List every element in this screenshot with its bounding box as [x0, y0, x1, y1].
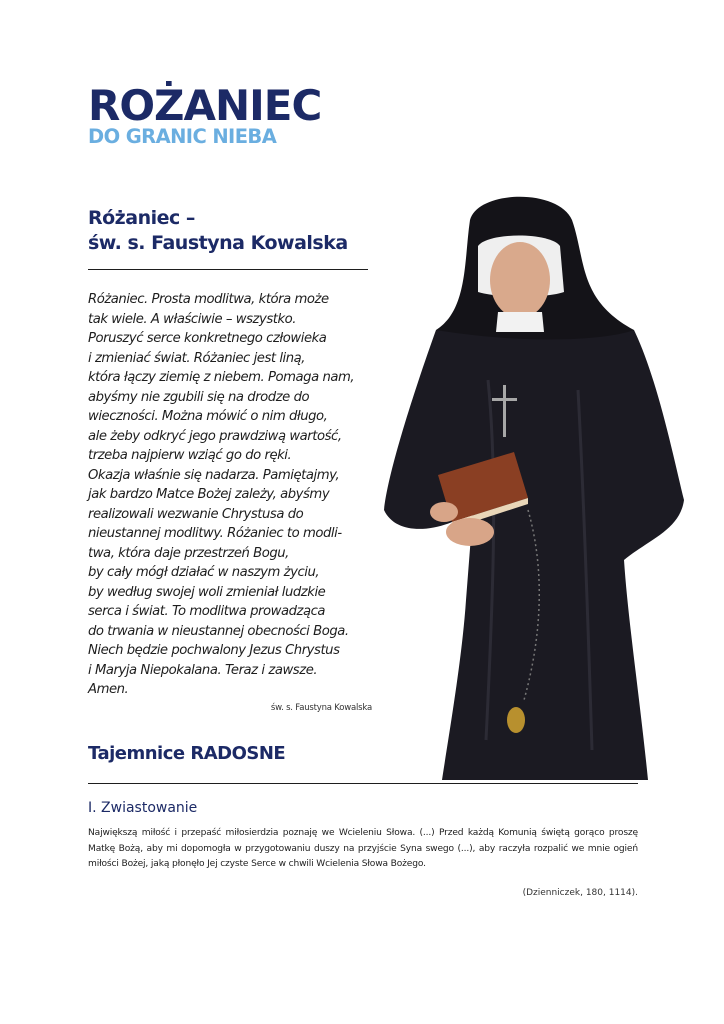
- title-line: Różaniec –: [88, 207, 195, 229]
- mystery-text: Największą miłość i przepaść miłosierdzia poznaję we Wcieleniu Słowa. (...) Przed każdą Komunią świętą gorąco proszę Matkę Bożą, aby mi dopomogła w przygotowaniu duszy na przyjście Syna swego (...), aby raczyła rozpalić we mnie ogień miłości Bożej, jaką płonęło Jej czyste Serce w chwili Wcielenia Słowa Bożego.: [88, 828, 638, 869]
- quote-line: Okazja właśnie się nadarza. Pamiętajmy,: [88, 467, 340, 483]
- mystery-title: I. Zwiastowanie: [88, 800, 198, 816]
- quote-line: Poruszyć serce konkretnego człowieka: [88, 331, 327, 346]
- title-divider: [88, 269, 368, 270]
- logo-sub-text: DO GRANIC NIEBA: [88, 125, 277, 148]
- quote-block: [88, 290, 378, 700]
- quote-line: tak wiele. A właściwie – wszystko.: [88, 311, 297, 327]
- quote-line: Amen.: [88, 682, 129, 697]
- quote-line: realizowali wezwanie Chrystusa do: [88, 506, 304, 522]
- portrait-image: [378, 180, 690, 785]
- quote-line: by cały mógł działać w naszym życiu,: [88, 565, 320, 580]
- quote-line: i zmieniać świat. Różaniec jest liną,: [88, 350, 306, 366]
- quote-line: twa, która daje przestrzeń Bogu,: [88, 545, 289, 561]
- page-title: [88, 206, 348, 256]
- quote-line: Niech będzie pochwalony Jezus Chrystus: [88, 643, 340, 658]
- section-divider: [88, 783, 638, 784]
- quote-attribution: św. s. Faustyna Kowalska: [270, 703, 372, 713]
- quote-line: trzeba najpierw wziąć go do ręki.: [88, 448, 292, 463]
- quote-line: nieustannej modlitwy. Różaniec to modli-: [88, 526, 342, 541]
- quote-line: by według swojej woli zmieniał ludzkie: [88, 584, 326, 600]
- quote-line: jak bardzo Matce Bożej zależy, abyśmy: [88, 487, 330, 502]
- logo-main-text: ROŻANIEC: [88, 81, 322, 130]
- quote-line: do trwania w nieustannej obecności Boga.: [88, 623, 349, 639]
- quote-line: ale żeby odkryć jego prawdziwą wartość,: [88, 428, 342, 444]
- quote-line: która łączy ziemię z niebem. Pomaga nam,: [88, 370, 355, 385]
- quote-line: abyśmy nie zgubili się na drodze do: [88, 389, 310, 405]
- quote-line: Różaniec. Prosta modlitwa, która może: [88, 292, 329, 307]
- mystery-source: (Dzienniczek, 180, 1114).: [522, 888, 638, 898]
- title-line: św. s. Faustyna Kowalska: [88, 232, 348, 254]
- section-title: Tajemnice RADOSNE: [88, 743, 286, 764]
- logo: [88, 81, 322, 148]
- quote-line: wieczności. Można mówić o nim długo,: [88, 409, 328, 424]
- quote-line: serca i świat. To modlitwa prowadząca: [88, 604, 326, 619]
- quote-line: i Maryja Niepokalana. Teraz i zawsze.: [88, 662, 318, 678]
